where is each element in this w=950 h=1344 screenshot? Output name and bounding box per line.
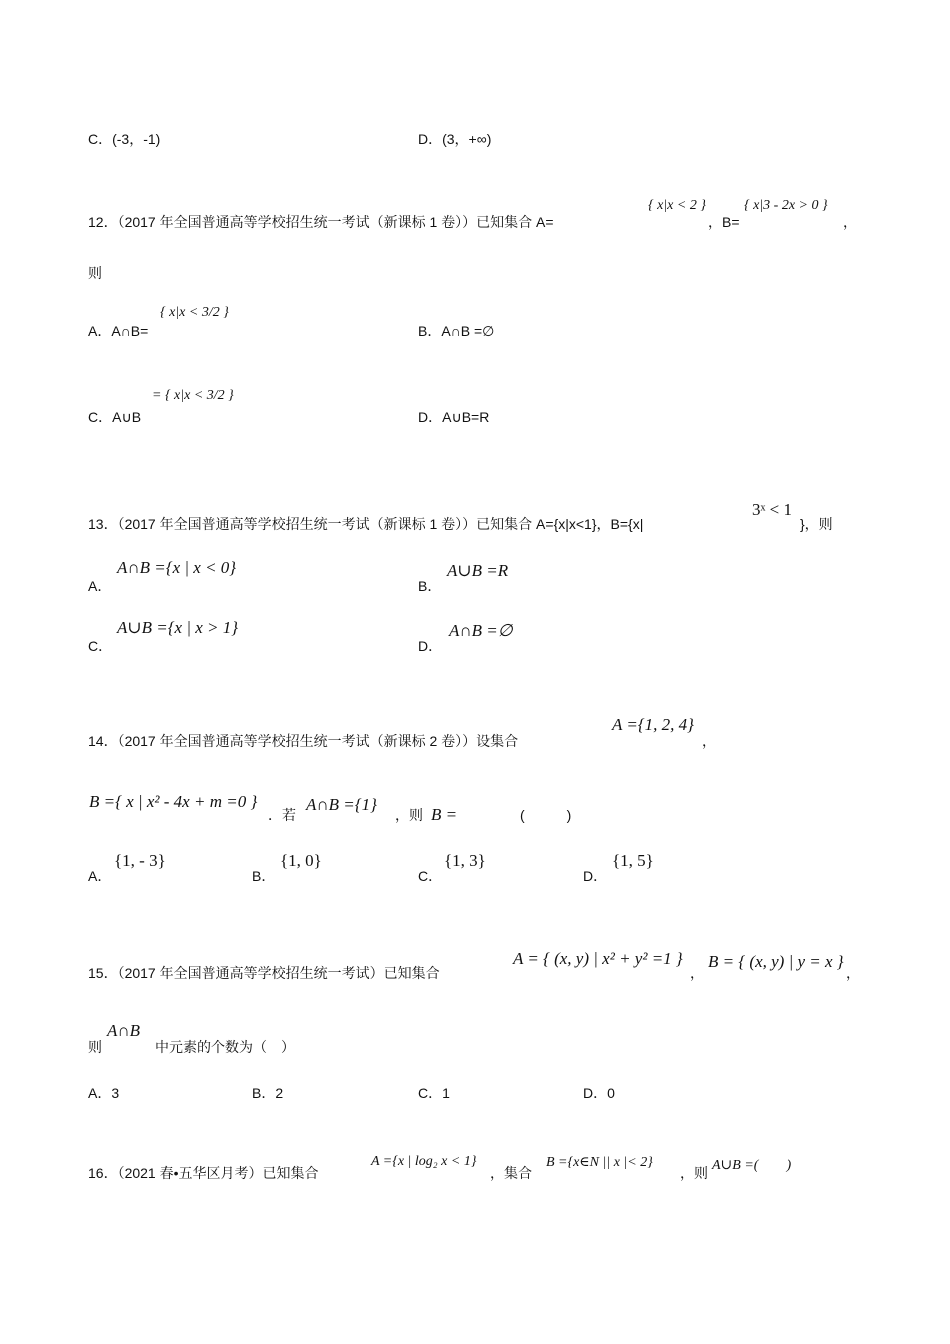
q12-then: 则 <box>88 265 102 281</box>
q13-exponent: 3ˣ < 1 <box>752 500 793 519</box>
q14-condition: A∩B ={1} <box>306 795 377 814</box>
q13-end: }，则 <box>800 516 833 532</box>
q15-end: ， <box>846 965 860 981</box>
q15-option-b: B．2 <box>252 1085 284 1101</box>
q14-option-b-math: {1, 0} <box>280 851 322 870</box>
q15-stem: 15．（2017 年全国普通高等学校招生统一考试）已知集合 <box>88 965 440 981</box>
q11-option-d: D．(3，+∞) <box>418 131 492 147</box>
q13-option-d-label: D． <box>418 638 443 654</box>
q15-set-a: A = { (x, y) | x² + y² =1 } <box>513 949 683 968</box>
q14-set-a: A ={1, 2, 4} <box>612 715 694 734</box>
q12-option-d: D．A∪B=R <box>418 409 490 425</box>
q15-then: 则 <box>88 1039 102 1055</box>
q11-option-c: C．(-3，-1) <box>88 131 161 147</box>
q15-option-a: A．3 <box>88 1085 120 1101</box>
q12-mid: ，B= <box>708 214 740 230</box>
q12-option-c-label: C．A∪B <box>88 409 142 425</box>
q12-set-a: { x|x < 2 } <box>648 198 706 213</box>
q12-end: ， <box>843 214 857 230</box>
q13-option-c-label: C． <box>88 638 113 654</box>
q16-stem: 16．（2021 春•五华区月考）已知集合 <box>88 1165 319 1181</box>
q13-option-a-math: A∩B ={x | x < 0} <box>117 558 237 577</box>
q14-ask: B = <box>431 805 458 824</box>
q13-option-b-label: B． <box>418 578 442 594</box>
q12-option-a-math: { x|x < 3/2 } <box>160 305 229 320</box>
q12-option-b: B．A∩B =∅ <box>418 323 495 339</box>
q14-set-b: B ={ x | x² - 4x + m =0 } <box>89 792 258 811</box>
q14-end: ， <box>702 733 716 749</box>
q15-expr: A∩B <box>107 1021 141 1040</box>
q16-mid: ，集合 <box>490 1165 532 1181</box>
q14-option-b-label: B． <box>252 868 276 884</box>
q14-then: ，则 <box>395 807 423 823</box>
q14-option-c-label: C． <box>418 868 443 884</box>
q15-option-c: C．1 <box>418 1085 450 1101</box>
q14-option-c-math: {1, 3} <box>444 851 486 870</box>
q13-option-a-label: A． <box>88 578 112 594</box>
q15-sep: ， <box>690 965 704 981</box>
q12-stem: 12．（2017 年全国普通高等学校招生统一考试（新课标 1 卷））已知集合 A= <box>88 214 554 230</box>
q14-option-d-math: {1, 5} <box>612 851 654 870</box>
q12-set-b: { x|3 - 2x > 0 } <box>744 198 828 213</box>
q13-option-d-math: A∩B =∅ <box>449 621 513 640</box>
q12-option-c-math: = { x|x < 3/2 } <box>152 388 234 403</box>
q13-option-c-math: A∪B ={x | x > 1} <box>117 618 239 637</box>
q13-option-b-math: A∪B =R <box>447 561 509 580</box>
q16-set-b: B ={x∈N || x |< 2} <box>546 1155 653 1170</box>
q14-option-a-label: A． <box>88 868 112 884</box>
q14-stem: 14．（2017 年全国普通高等学校招生统一考试（新课标 2 卷））设集合 <box>88 733 519 749</box>
q12-option-a-label: A．A∩B= <box>88 323 149 339</box>
q13-stem: 13．（2017 年全国普通高等学校招生统一考试（新课标 1 卷））已知集合 A={x|x<1}，B={x| <box>88 516 644 532</box>
q14-option-a-math: {1, - 3} <box>114 851 166 870</box>
q14-paren: ( ) <box>520 807 572 823</box>
q14-option-d-label: D． <box>583 868 608 884</box>
q16-then: ，则 <box>680 1165 708 1181</box>
q16-expr: A∪B =( ) <box>712 1158 792 1173</box>
q15-option-d: D．0 <box>583 1085 615 1101</box>
q14-if: ．若 <box>268 807 296 823</box>
q15-set-b: B = { (x, y) | y = x } <box>708 952 844 971</box>
q15-tail: 中元素的个数为（ ） <box>155 1039 295 1055</box>
q16-set-a: A ={x | log₂ x < 1} <box>371 1154 477 1169</box>
